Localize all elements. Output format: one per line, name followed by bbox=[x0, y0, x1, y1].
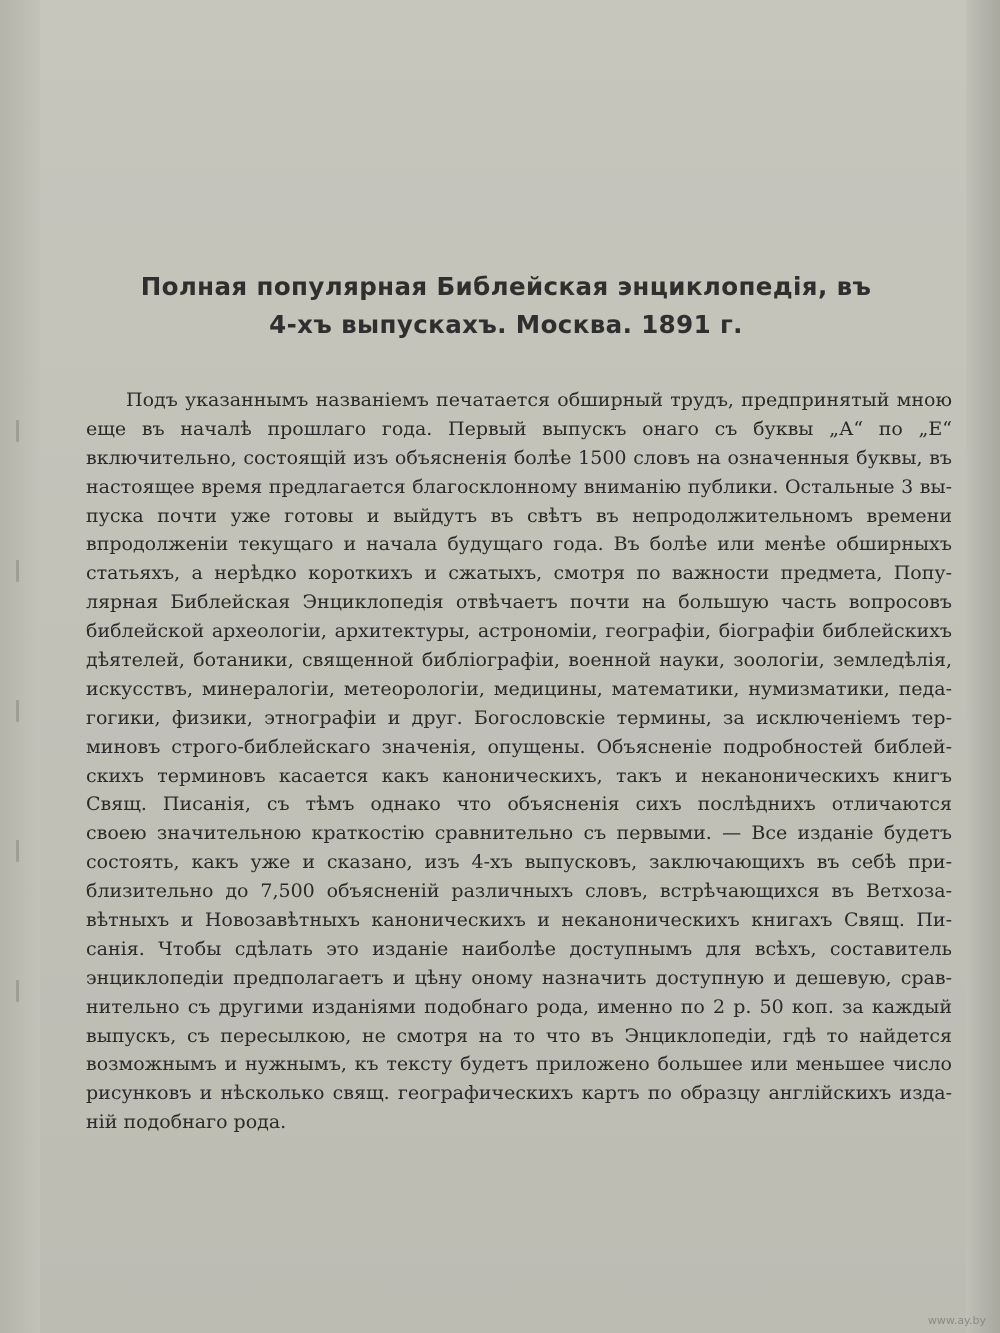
body-line: рисунковъ и нѣсколько свящ. географическихъ картъ по образцу англійскихъ изда- bbox=[86, 1082, 952, 1105]
body-line: миновъ строго-библейскаго значенія, опущены. Объясненіе подробностей библей- bbox=[86, 735, 952, 758]
body-line: пуска почти уже готовы и выйдутъ въ свѣтъ въ непродолжительномъ времени bbox=[86, 504, 952, 527]
body-line: статьяхъ, а нерѣдко короткихъ и сжатыхъ, смотря по важности предмета, Попу- bbox=[86, 562, 952, 585]
page-gutter-shadow bbox=[0, 0, 40, 1333]
title-line: Полная популярная Библейская энциклопедія, въ bbox=[140, 272, 872, 301]
body-line: впродолженіи текущаго и начала будущаго года. Въ болѣе или менѣе обширныхъ bbox=[86, 533, 952, 556]
body-line: настоящее время предлагается благосклонному вниманію публики. Остальные 3 вы- bbox=[86, 475, 952, 498]
body-line: лярная Библейская Энциклопедія отвѣчаетъ почти на большую часть вопросовъ bbox=[86, 591, 952, 614]
binding-stitch bbox=[16, 560, 19, 582]
body-line: санія. Чтобы сдѣлать это изданіе наиболѣе доступнымъ для всѣхъ, составитель bbox=[86, 937, 952, 960]
body-line: искусствъ, минералогіи, метеорологіи, медицины, математики, нумизматики, педа- bbox=[86, 677, 952, 700]
body-line: своею значительною краткостію сравнительно съ первыми. — Все изданіе будетъ bbox=[86, 822, 952, 845]
document-title bbox=[86, 268, 926, 344]
body-line: еще въ началѣ прошлаго года. Первый выпускъ онаго съ буквы „А“ по „Е“ bbox=[86, 417, 952, 440]
body-line: выпускъ, съ пересылкою, не смотря на то что въ Энциклопедіи, гдѣ то найдется bbox=[86, 1024, 952, 1047]
binding-stitch bbox=[16, 840, 19, 862]
body-line: библейской археологіи, архитектуры, астрономіи, географіи, біографіи библейскихъ bbox=[86, 620, 952, 643]
body-line: энциклопедіи предполагаетъ и цѣну оному назначить доступную и дешевую, срав- bbox=[86, 966, 952, 989]
site-watermark: www.ay.by bbox=[927, 1314, 986, 1327]
body-text bbox=[86, 386, 952, 1137]
body-line: близительно до 7,500 объясненій различныхъ словъ, встрѣчающихся въ Ветхоза- bbox=[86, 880, 952, 903]
body-line: нительно съ другими изданіями подобнаго рода, именно по 2 р. 50 коп. за каждый bbox=[86, 995, 952, 1018]
body-line: гогики, физики, этнографіи и друг. Богословскіе термины, за исключеніемъ тер- bbox=[86, 706, 952, 729]
body-line: Подъ указаннымъ названіемъ печатается обширный трудъ, предпринятый мною bbox=[126, 389, 952, 411]
body-line: вѣтныхъ и Новозавѣтныхъ каноническихъ и неканоническихъ книгахъ Свящ. Пи- bbox=[86, 909, 952, 932]
body-line: дѣятелей, ботаники, священной библіографіи, военной науки, зоологіи, земледѣлія, bbox=[86, 649, 952, 672]
body-line: возможнымъ и нужнымъ, къ тексту будетъ приложено большее или меньшее число bbox=[86, 1053, 952, 1076]
body-line: состоять, какъ уже и сказано, изъ 4-хъ выпусковъ, заключающихъ въ себѣ при- bbox=[86, 851, 952, 874]
body-line: Свящ. Писанія, съ тѣмъ однако что объясненія сихъ послѣднихъ отличаются bbox=[86, 793, 952, 816]
body-line: скихъ терминовъ касается какъ каноническихъ, такъ и неканоническихъ книгъ bbox=[86, 764, 952, 787]
page-right-edge bbox=[966, 0, 1000, 1333]
binding-stitch bbox=[16, 980, 19, 1002]
binding-stitch bbox=[16, 700, 19, 722]
body-line: включительно, состоящій изъ объясненія болѣе 1500 словъ на означенныя буквы, въ bbox=[86, 446, 952, 469]
binding-stitch bbox=[16, 420, 19, 442]
title-line: 4-хъ выпускахъ. Москва. 1891 г. bbox=[269, 310, 743, 339]
body-line: ній подобнаго рода. bbox=[86, 1111, 287, 1134]
